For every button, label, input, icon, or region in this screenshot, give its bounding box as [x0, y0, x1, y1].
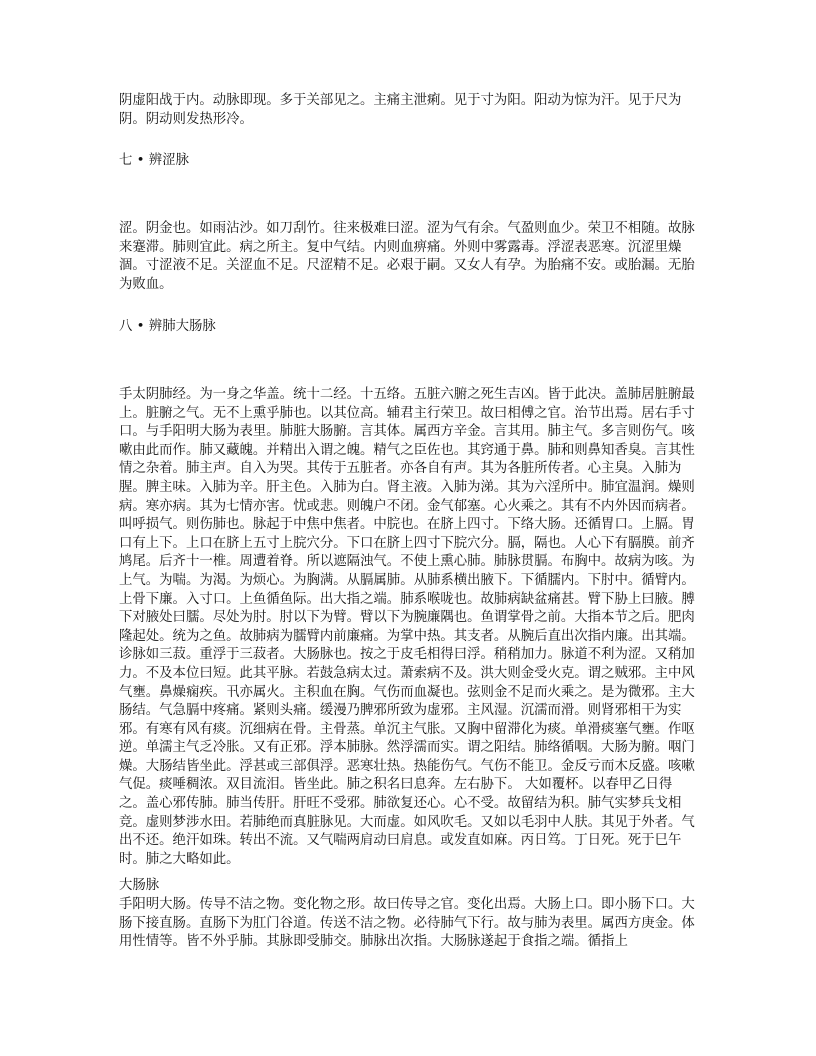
section-7-heading: 七 • 辨涩脉 — [119, 153, 189, 168]
section-7-paragraph: 涩。阴金也。如雨沾沙。如刀刮竹。往来极难曰涩。涩为气有余。气盈则血少。荣卫不相随。故脉来蹇滞。肺则宜此。病之所主。复中气结。内则血痹痛。外则中雾露毒。浮涩表恶寒。沉涩里燥涸。寸涩液不足。关涩血不足。尺涩精不足。必艰于嗣。又女人有孕。为胎痛不安。或胎漏。无胎为败血。 — [119, 221, 695, 292]
section-8-heading: 八 • 辨肺大肠脉 — [119, 319, 216, 334]
section-8-lung-paragraph: 手太阴肺经。为一身之华盖。统十二经。十五络。五脏六腑之死生吉凶。皆于此决。盖肺居脏腑最上。脏腑之气。无不上熏乎肺也。以其位高。辅君主行荣卫。故曰相傅之官。治节出焉。居右手寸口。与手阳明大肠为表里。肺脏大肠腑。言其体。属西方辛金。言其用。肺主气。多言则伤气。咳嗽由此而作。肺又藏魄。并精出入谓之魄。精气之臣佐也。其窍通于鼻。肺和则鼻知香臭。言其性情之杂着。肺主声。自入为哭。其传于五脏者。亦各自有声。其为各脏所传者。心主臭。入肺为腥。脾主味。入肺为辛。肝主色。入肺为白。肾主液。入肺为涕。其为六淫所中。肺宜温润。燥则病。寒亦病。其为七情亦害。忧或悲。则魄户不闭。金气郁塞。心火乘之。其有不内外因而病者。叫呼损气。则伤肺也。脉起于中焦中焦者。中脘也。在脐上四寸。下络大肠。还循胃口。上膈。胃口有上下。上口在脐上五寸上脘穴分。下口在脐上四寸下脘穴分。膈，隔也。人心下有膈膜。前齐鸠尾。后齐十一椎。周遭着脊。所以遮隔浊气。不使上熏心肺。肺脉贯膈。布胸中。故病为咳。为上气。为喘。为渴。为烦心。为胸满。从膈属肺。从肺系横出腋下。下循臑内。下肘中。循臂内。上骨下廉。入寸口。上鱼循鱼际。出大指之端。肺系喉咙也。故肺病缺盆痛甚。臂下胁上曰腋。膊下对腋处曰臑。尽处为肘。肘以下为臂。臂以下为腕廉隅也。鱼谓掌骨之前。大指本节之后。肥肉隆起处。统为之鱼。故肺病为臑臂内前廉痛。为掌中热。其支者。从腕后直出次指内廉。出其端。诊脉如三菽。重浮于三菽者。大肠脉也。按之于皮毛相得曰浮。稍稍加力。脉道不利为涩。又稍加力。不及本位曰短。此其平脉。若鼓急病太过。萧索病不及。洪大则金受火克。谓之贼邪。主中风气壅。鼻燥痫疾。卂亦属火。主积血在胸。气伤而血凝也。弦则金不足而火乘之。是为微邪。主大肠结。气急膈中疼痛。紧则头痛。缓漫乃脾邪所致为虚邪。主风湿。沉濡而滑。则肾邪相干为实邪。有寒有风有痰。沉细病在骨。主骨蒸。单沉主气胀。又胸中留滞化为痰。单滑痰塞气壅。作呕逆。单濡主气乏冷胀。又有正邪。浮本肺脉。然浮濡而实。谓之阳结。肺络循咽。大肠为腑。咽门燥。大肠结皆坐此。浮甚或三部俱浮。恶寒壮热。热能伤气。气伤不能卫。金反亏而木反盛。咳嗽气促。痰唾稠浓。双目流泪。皆坐此。肺之积名曰息奔。左右胁下。 大如覆杯。以春甲乙日得之。盖心邪传肺。肺当传肝。肝旺不受邪。肺欲复还心。心不受。故留结为积。肺气实梦兵戈相竞。虚则梦涉水田。若肺绝而真脏脉见。大而虚。如风吹毛。又如以毛羽中人肤。其见于外者。气出不还。绝汗如珠。转出不流。又气喘两肩动曰肩息。或发直如麻。丙日笃。丁日死。死于巳午时。肺之大略如此。 — [119, 387, 695, 867]
intro-paragraph: 阴虚阳战于内。动脉即现。多于关部见之。主痛主泄痢。见于寸为阳。阳动为惊为汗。见于尺为阴。阴动则发热形冷。 — [119, 93, 682, 127]
large-intestine-paragraph: 手阳明大肠。传导不洁之物。变化物之形。故曰传导之官。变化出焉。大肠上口。即小肠下口。大肠下接直肠。直肠下为肛门谷道。传送不洁之物。必待肺气下行。故与肺为表里。属西方庚金。体用性情等。皆不外乎肺。其脉即受肺交。肺脉出次指。大肠脉遂起于食指之端。循指上 — [119, 897, 695, 950]
large-intestine-subheading: 大肠脉 — [119, 878, 160, 893]
